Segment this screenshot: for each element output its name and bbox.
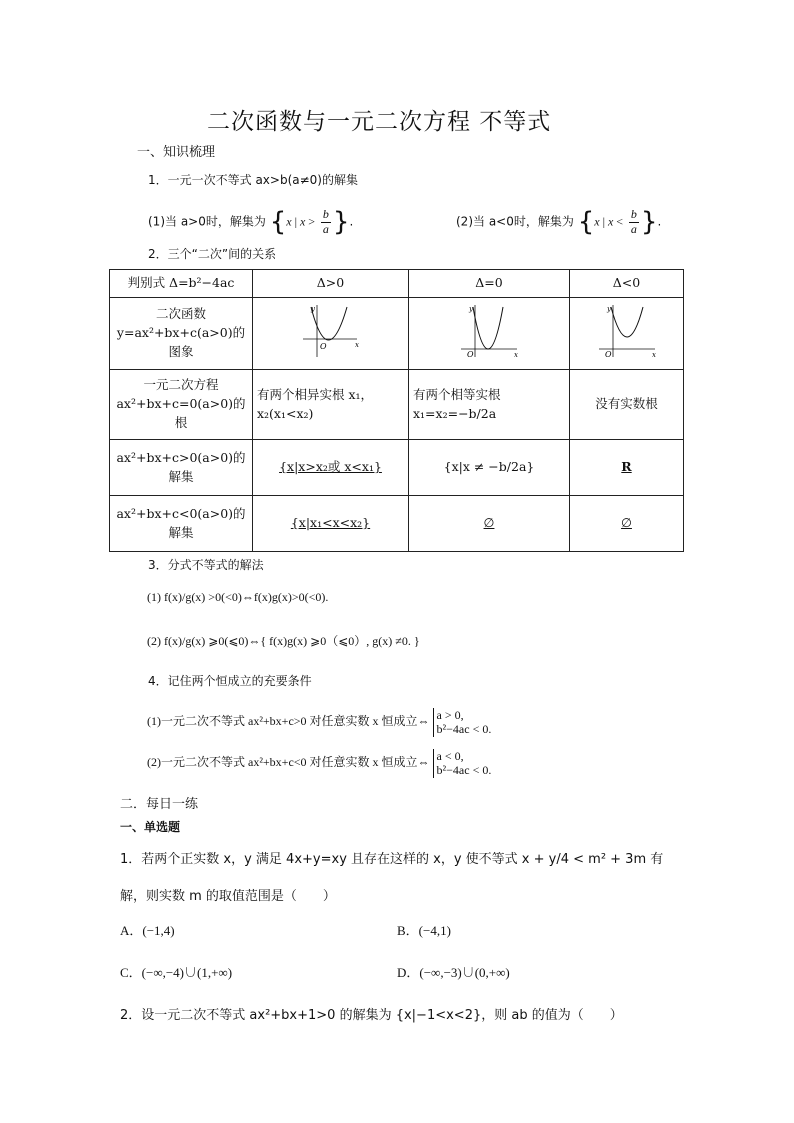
item-1-title: 1．一元一次不等式 ax>b(a≠0)的解集 [148,173,358,187]
condition-1 [147,708,491,737]
parabola-two-roots-graph [301,303,361,359]
question-1-text-2: 解，则实数 m 的取值范围是（ ） [120,889,336,904]
case-1-prefix: (1)当 a>0时，解集为 [148,214,266,229]
table-row [110,440,684,496]
svg-text:y: y [469,304,473,313]
row-label: ax²+bx+c<0(a>0)的解集 [110,496,253,552]
table-row [110,298,684,370]
fraction-rule-1: (1) f(x)/g(x) >0(<0)⇔f(x)g(x)>0(<0). [147,590,329,604]
case-2-prefix: (2)当 a<0时，解集为 [456,214,574,229]
item-2-title: 2．三个“二次”间的关系 [148,247,277,261]
item-1-case-1: (1)当 a>0时，解集为 {x | x > $\frac{b}{a}$ }. [148,207,354,237]
graph-double-root [409,298,570,370]
table-cell: {x|x ≠ −b/2a} [409,440,570,496]
case-1-end: . [349,214,354,229]
parabola-double-root-graph [459,303,519,359]
table-cell [570,440,684,496]
option-d: D．(−∞,−3)∪(0,+∞) [397,965,510,980]
condition-1-a: a > 0, [436,708,464,722]
table-cell [409,496,570,552]
item-1-case-2: (2)当 a<0时，解集为 {x | x < $\frac{b}{a}$ }. [456,207,662,237]
item-4-title: 4．记住两个恒成立的充要条件 [148,674,312,688]
quadratic-relationship-table [109,269,684,552]
table-row [110,270,684,298]
sub-heading-single-choice: 一、单选题 [120,820,181,834]
solution-set: R [621,459,632,475]
solution-set: ∅ [483,515,495,531]
page-title: 二次函数与一元二次方程 不等式 [207,109,552,135]
solution-set: {x|x₁<x<x₂} [290,515,371,531]
svg-text:O: O [319,341,327,351]
condition-2 [147,749,491,778]
graph-two-roots [253,298,409,370]
solution-set: {x|x>x₂或 x<x₁} [279,459,382,475]
header-cell: Δ=0 [409,270,570,298]
condition-1-text: (1)一元二次不等式 ax²+bx+c>0 对任意实数 x 恒成立⇔ [147,714,430,729]
table-cell [253,496,409,552]
solution-set: ∅ [621,515,632,531]
section-2-heading: 二．每日一练 [120,797,199,812]
question-1-text: 1．若两个正实数 x，y 满足 4x+y=xy 且存在这样的 x，y 使不等式 x + y/4 < m² + 3m 有 [120,852,664,867]
option-a: A．(−1,4) [120,923,175,938]
option-c: C．(−∞,−4)∪(1,+∞) [120,965,233,980]
graph-no-root [570,298,684,370]
svg-text:x: x [651,350,656,359]
table-cell: 有两个相异实根 x₁，x₂(x₁<x₂) [253,370,409,440]
svg-text:x: x [354,340,359,349]
table-cell [253,440,409,496]
option-b: B．(−4,1) [397,923,451,938]
parabola-no-root-graph [597,303,657,359]
section-heading: 一、知识梳理 [137,145,216,160]
svg-text:x: x [514,350,518,359]
case-2-end: . [657,214,662,229]
svg-text:y: y [606,304,611,313]
table-cell [570,496,684,552]
condition-2-a: a < 0, [436,749,464,763]
item-3-title: 3．分式不等式的解法 [148,558,264,572]
fraction-rule-2: (2) f(x)/g(x) ⩾0(⩽0)⇔{ f(x)g(x) ⩾0（⩽0）, g(x) ≠0. } [147,634,420,648]
svg-text:O: O [604,349,612,359]
table-cell: 有两个相等实根 x₁=x₂=−b/2a [409,370,570,440]
header-cell: Δ>0 [253,270,409,298]
condition-2-b: b²−4ac < 0. [436,763,492,778]
question-2-text: 2．设一元二次不等式 ax²+bx+1>0 的解集为 {x|−1<x<2}，则 ab 的值为（ ） [120,1008,623,1023]
svg-text:O: O [467,349,474,359]
condition-1-b: b²−4ac < 0. [436,722,492,737]
row-label: 一元二次方程 ax²+bx+c=0(a>0)的根 [110,370,253,440]
table-row [110,496,684,552]
svg-text:y: y [310,304,315,313]
header-cell: 判别式 Δ=b²−4ac [110,270,253,298]
condition-2-text: (2)一元二次不等式 ax²+bx+c<0 对任意实数 x 恒成立⇔ [147,755,430,770]
table-cell: 没有实数根 [570,370,684,440]
header-cell: Δ<0 [570,270,684,298]
row-label: 二次函数 y=ax²+bx+c(a>0)的图象 [110,298,253,370]
table-row [110,370,684,440]
row-label: ax²+bx+c>0(a>0)的解集 [110,440,253,496]
